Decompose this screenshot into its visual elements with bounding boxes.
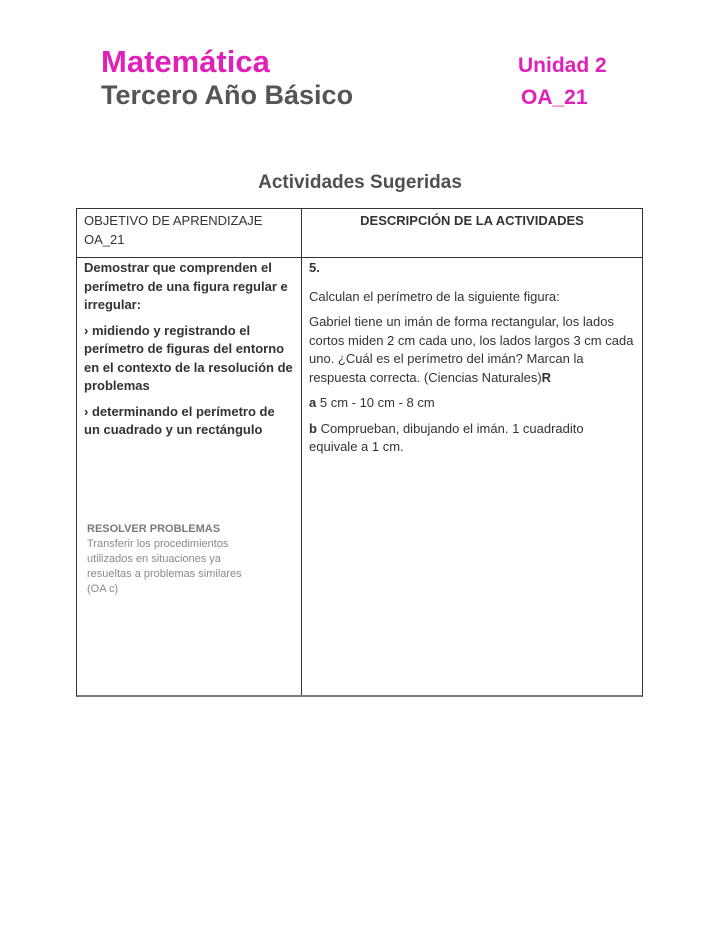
part-a-label: a	[309, 395, 317, 410]
subject-title: Matemática	[101, 44, 270, 79]
activity-part-a	[309, 394, 635, 413]
activity-problem-text: Gabriel tiene un imán de forma rectangular, los lados cortos miden 2 cm cada uno, los lados largos 3 cm cada uno. ¿Cuál es el perímetro del imán? Marcan la respuesta correcta. (Ciencias Naturales)	[309, 314, 634, 385]
header-cell-description	[302, 209, 642, 257]
header-objective-label: OBJETIVO DE APRENDIZAJE	[84, 213, 263, 228]
section-title-text: Actividades Sugeridas	[258, 172, 462, 193]
activity-problem-suffix: R	[541, 369, 552, 385]
header-objective-code: OA_21	[84, 232, 125, 247]
skill-line-3: resueltas a problemas similares	[87, 568, 242, 580]
header-cell-objective	[77, 209, 301, 257]
objective-bullet-2: › determinando el perímetro de un cuadrado y un rectángulo	[84, 403, 275, 437]
activity-number: 5.	[309, 260, 320, 275]
activity-cell	[302, 258, 642, 695]
part-a-text: 5 cm - 10 cm - 8 cm	[316, 395, 435, 410]
section-title	[0, 170, 720, 196]
skill-line-1: Transferir los procedimientos	[87, 538, 229, 550]
activities-table	[76, 208, 643, 697]
skill-title: RESOLVER PROBLEMAS	[87, 523, 221, 535]
objective-code-label: OA_21	[521, 86, 588, 109]
part-b-text: Comprueban, dibujando el imán. 1 cuadradito equivale a 1 cm.	[309, 420, 584, 454]
header-description-label: DESCRIPCIÓN DE LA ACTIVIDADES	[360, 213, 584, 228]
skill-line-4: (OA c)	[87, 583, 119, 595]
grade-title: Tercero Año Básico	[101, 80, 354, 110]
unit-label: Unidad 2	[518, 54, 607, 77]
objective-intro: Demostrar que comprenden el perímetro de una figura regular e irregular:	[84, 260, 288, 312]
activity-instruction: Calculan el perímetro de la siguiente figura:	[309, 288, 560, 304]
objective-cell	[77, 258, 301, 695]
activity-part-b	[309, 420, 635, 457]
skill-box	[87, 522, 292, 597]
part-b-label: b	[309, 420, 317, 436]
activity-problem	[309, 313, 635, 387]
skill-line-2: utilizados en situaciones ya	[87, 553, 221, 565]
objective-bullet-1: › midiendo y registrando el perímetro de figuras del entorno en el contexto de la resolución de problemas	[84, 322, 293, 393]
